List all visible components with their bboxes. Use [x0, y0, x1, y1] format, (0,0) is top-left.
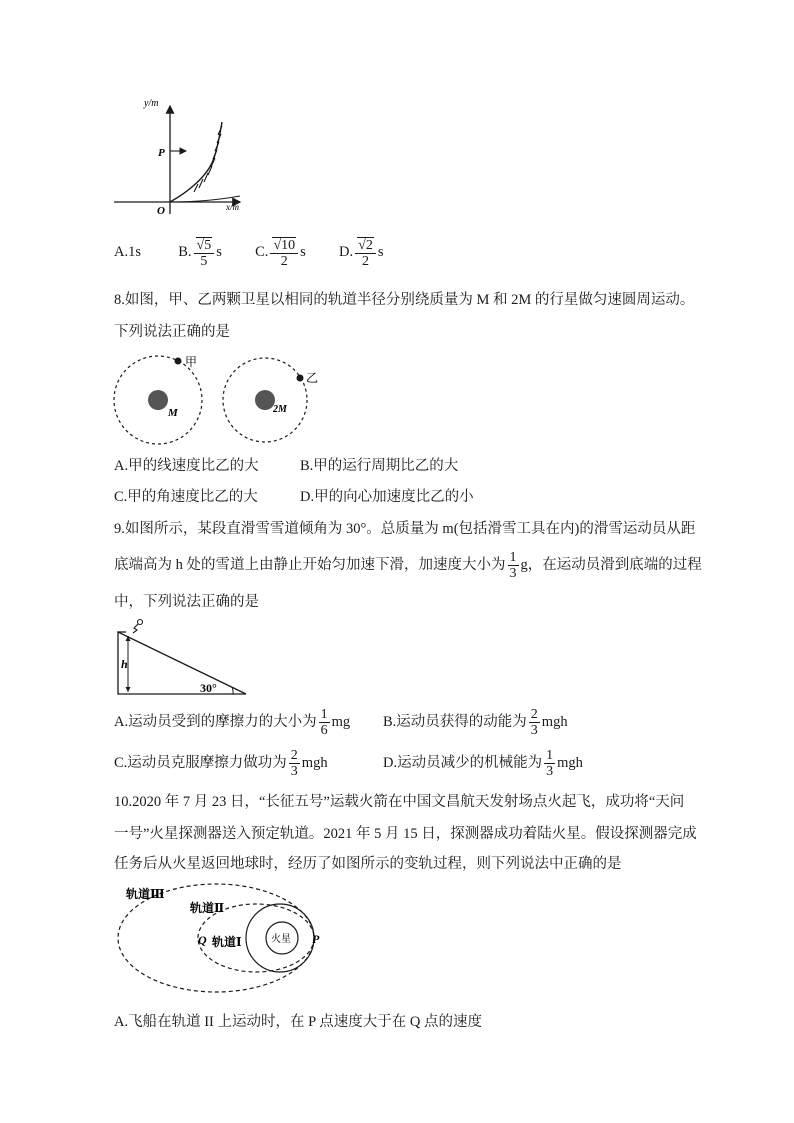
q9-option-b: B.运动员获得的动能为 $\frac{2}{3}$ mgh — [383, 707, 568, 739]
q10-p-label: P — [312, 932, 320, 946]
q7-x-label: x/m — [226, 202, 239, 212]
q10-orbit2-label: 轨道Ⅱ — [190, 901, 225, 915]
q8-planet-m — [148, 390, 168, 410]
q9-slope-triangle — [118, 632, 246, 694]
q10-orbit3-label: 轨道Ⅲ — [126, 887, 165, 901]
q8-option-d: D.甲的向心加速度比乙的小 — [300, 489, 474, 505]
q10-mars-label: 火星 — [271, 934, 291, 945]
q8-satellite-1 — [175, 358, 182, 365]
q8-planet-2m — [255, 390, 275, 410]
q8-sat2-label: 乙 — [306, 371, 319, 385]
q9-stem-line3: 中，下列说法正确的是 — [114, 594, 259, 610]
q7-option-b: B. $\frac{√5}{5}$ s — [178, 237, 222, 269]
q10-q-label: Q — [198, 933, 207, 947]
q8-figure — [110, 350, 330, 450]
q9-option-d: D.运动员减少的机械能为 $\frac{1}{3}$ mgh — [383, 748, 583, 780]
q8-sat1-label: 甲 — [185, 355, 198, 369]
q8-stem-line1: 8.如图，甲、乙两颗卫星以相同的轨道半径分别绕质量为 M 和 2M 的行星做匀速圆周运动。 — [114, 292, 695, 308]
q10-stem-line3: 任务后从火星返回地球时，经历了如图所示的变轨过程，则下列说法中正确的是 — [114, 856, 622, 872]
q9-figure — [112, 616, 252, 698]
q10-option-a: A.飞船在轨道 II 上运动时，在 P 点速度大于在 Q 点的速度 — [114, 1014, 482, 1030]
skier-icon — [133, 620, 143, 634]
q9-option-a: A.运动员受到的摩擦力的大小为 $\frac{1}{6}$ mg — [114, 707, 351, 739]
q10-stem-line1: 10.2020 年 7 月 23 日，“长征五号”运载火箭在中国文昌航天发射场点火起飞，成功将“天问 — [114, 794, 685, 810]
q7-point-label: P — [158, 147, 165, 159]
q10-orbit1-label: 轨道Ⅰ — [212, 935, 242, 949]
q8-satellite-2 — [297, 375, 304, 382]
q9-h-label: h — [121, 657, 128, 671]
q10-figure — [112, 880, 332, 1004]
q7-slope-curve — [170, 122, 222, 202]
q8-option-a: A.甲的线速度比乙的大 — [114, 458, 259, 474]
q8-planet2-label: 2M — [273, 404, 287, 415]
q7-option-d: D. $\frac{√2}{2}$ s — [339, 237, 384, 269]
q8-stem-line2: 下列说法正确的是 — [114, 324, 230, 340]
q8-option-b: B.甲的运行周期比乙的大 — [300, 458, 459, 474]
q7-options — [114, 234, 383, 270]
q9-stem-line2: 底端高为 h 处的雪道上由静止开始匀加速下滑，加速度大小为 $\frac{1}{3}$ g，在运动员滑到底端的过程 — [114, 550, 702, 582]
q8-planet1-label: M — [168, 407, 178, 419]
q9-angle-label: 30° — [200, 681, 217, 695]
q7-origin-label: O — [157, 205, 165, 217]
q7-option-c: C. $\frac{√10}{2}$ s — [255, 237, 306, 269]
q7-y-label: y/m — [144, 98, 159, 109]
q9-stem-line1: 9.如图所示，某段直滑雪雪道倾角为 30°。总质量为 m(包括滑雪工具在内)的滑雪运动员从距 — [114, 521, 696, 537]
q8-option-c: C.甲的角速度比乙的大 — [114, 489, 258, 505]
q7-option-a: A.1s — [114, 244, 141, 260]
q10-stem-line2: 一号”火星探测器送入预定轨道。2021 年 5 月 15 日，探测器成功着陆火星。假设探测器完成 — [114, 826, 697, 842]
q7-figure — [108, 96, 258, 220]
q9-option-c: C.运动员克服摩擦力做功为 $\frac{2}{3}$ mgh — [114, 748, 328, 780]
